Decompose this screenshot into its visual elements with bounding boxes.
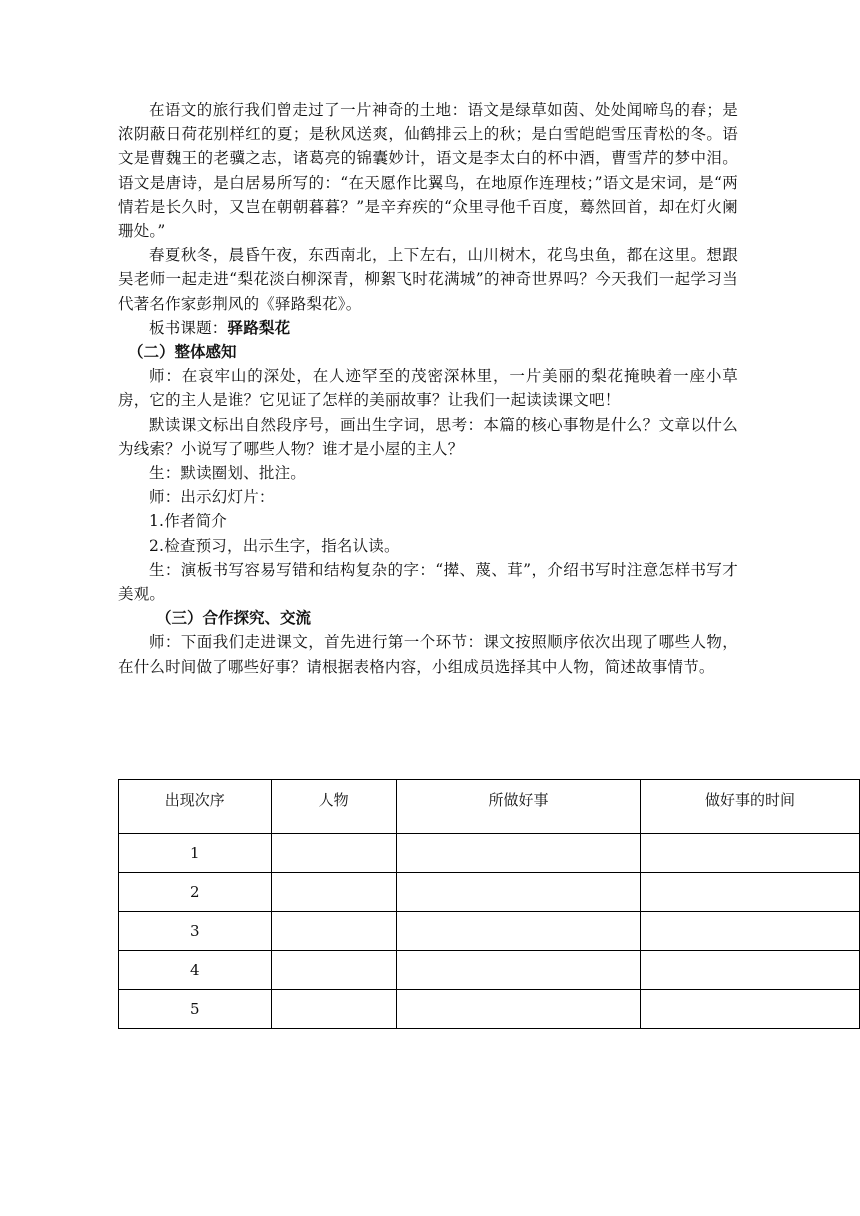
student-paragraph-1: 生：默读圈划、批注。 — [149, 464, 307, 483]
table-cell-time — [641, 912, 860, 951]
table-cell-order: 4 — [119, 951, 272, 990]
document-body — [118, 98, 738, 679]
table-row — [119, 951, 860, 990]
board-title-text: 驿路梨花 — [227, 317, 291, 337]
characters-table — [118, 779, 860, 1029]
table-header-time: 做好事的时间 — [641, 780, 860, 834]
table-row — [119, 873, 860, 912]
table-cell-good-deed — [396, 951, 640, 990]
table-header-good-deed: 所做好事 — [396, 780, 640, 834]
list-item-author: 1.作者简介 — [149, 512, 227, 531]
table-cell-good-deed — [396, 990, 640, 1029]
section-heading-overall: （二）整体感知 — [128, 342, 237, 362]
table-cell-order: 1 — [119, 834, 272, 873]
teacher-paragraph-3: 师：下面我们走进课文，首先进行第一个环节：课文按照顺序依次出现了哪些人物，在什么时间做了哪些好事？请根据表格内容，小组成员选择其中人物，简述故事情节。 — [118, 633, 738, 676]
silent-read-paragraph: 默读课文标出自然段序号，画出生字词，思考：本篇的核心事物是什么？文章以什么为线索？小说写了哪些人物？谁才是小屋的主人？ — [118, 415, 738, 458]
table-cell-good-deed — [396, 912, 640, 951]
table-cell-good-deed — [396, 834, 640, 873]
table-row — [119, 912, 860, 951]
table-cell-order: 2 — [119, 873, 272, 912]
list-item-preview: 2.检查预习，出示生字，指名认读。 — [149, 536, 400, 555]
table-row — [119, 834, 860, 873]
table-cell-time — [641, 873, 860, 912]
table-header-order: 出现次序 — [119, 780, 272, 834]
table-cell-character — [271, 951, 396, 990]
table-cell-character — [271, 873, 396, 912]
table-cell-character — [271, 834, 396, 873]
teacher-paragraph-2: 师：出示幻灯片： — [149, 488, 275, 507]
table-cell-time — [641, 834, 860, 873]
table-header-character: 人物 — [271, 780, 396, 834]
table-cell-character — [271, 990, 396, 1029]
seasons-paragraph: 春夏秋冬，晨昏午夜，东西南北，上下左右，山川树木，花鸟虫鱼，都在这里。想跟吴老师一起走进“梨花淡白柳深青，柳絮飞时花满城”的神奇世界吗？今天我们一起学习当代著名作家彭荆风的《驿路梨花》。 — [118, 246, 738, 313]
teacher-paragraph-1: 师：在哀牢山的深处，在人迹罕至的茂密深林里，一片美丽的梨花掩映着一座小草房，它的主人是谁？它见证了怎样的美丽故事？让我们一起读读课文吧！ — [118, 367, 738, 410]
student-paragraph-2: 生：演板书写容易写错和结构复杂的字：“撵、蔑、茸”，介绍书写时注意怎样书写才美观。 — [118, 560, 738, 604]
board-title-line — [118, 316, 738, 340]
section-heading-explore: （三）合作探究、交流 — [156, 608, 312, 628]
board-title-prefix: 板书课题： — [149, 318, 228, 337]
table-cell-time — [641, 951, 860, 990]
table-cell-time — [641, 990, 860, 1029]
table-cell-order: 3 — [119, 912, 272, 951]
intro-paragraph: 在语文的旅行我们曾走过了一片神奇的土地：语文是绿草如茵、处处闻啼鸟的春；是浓阴蔽日荷花别样红的夏；是秋风送爽，仙鹤排云上的秋；是白雪皑皑雪压青松的冬。语文是曹魏王的老骥之志，诸葛亮的锦囊妙计，语文是李太白的杯中酒，曹雪芹的梦中泪。语文是唐诗，是白居易所写的：“在天愿作比翼鸟，在地原作连理枝；”语文是宋词，是“两情若是长久时，又岂在朝朝暮暮？”是辛弃疾的“众里寻他千百度，蓦然回首，却在灯火阑珊处。” — [118, 101, 738, 241]
table-header-row — [119, 780, 860, 834]
table-cell-good-deed — [396, 873, 640, 912]
table-cell-character — [271, 912, 396, 951]
table-cell-order: 5 — [119, 990, 272, 1029]
table-row — [119, 990, 860, 1029]
